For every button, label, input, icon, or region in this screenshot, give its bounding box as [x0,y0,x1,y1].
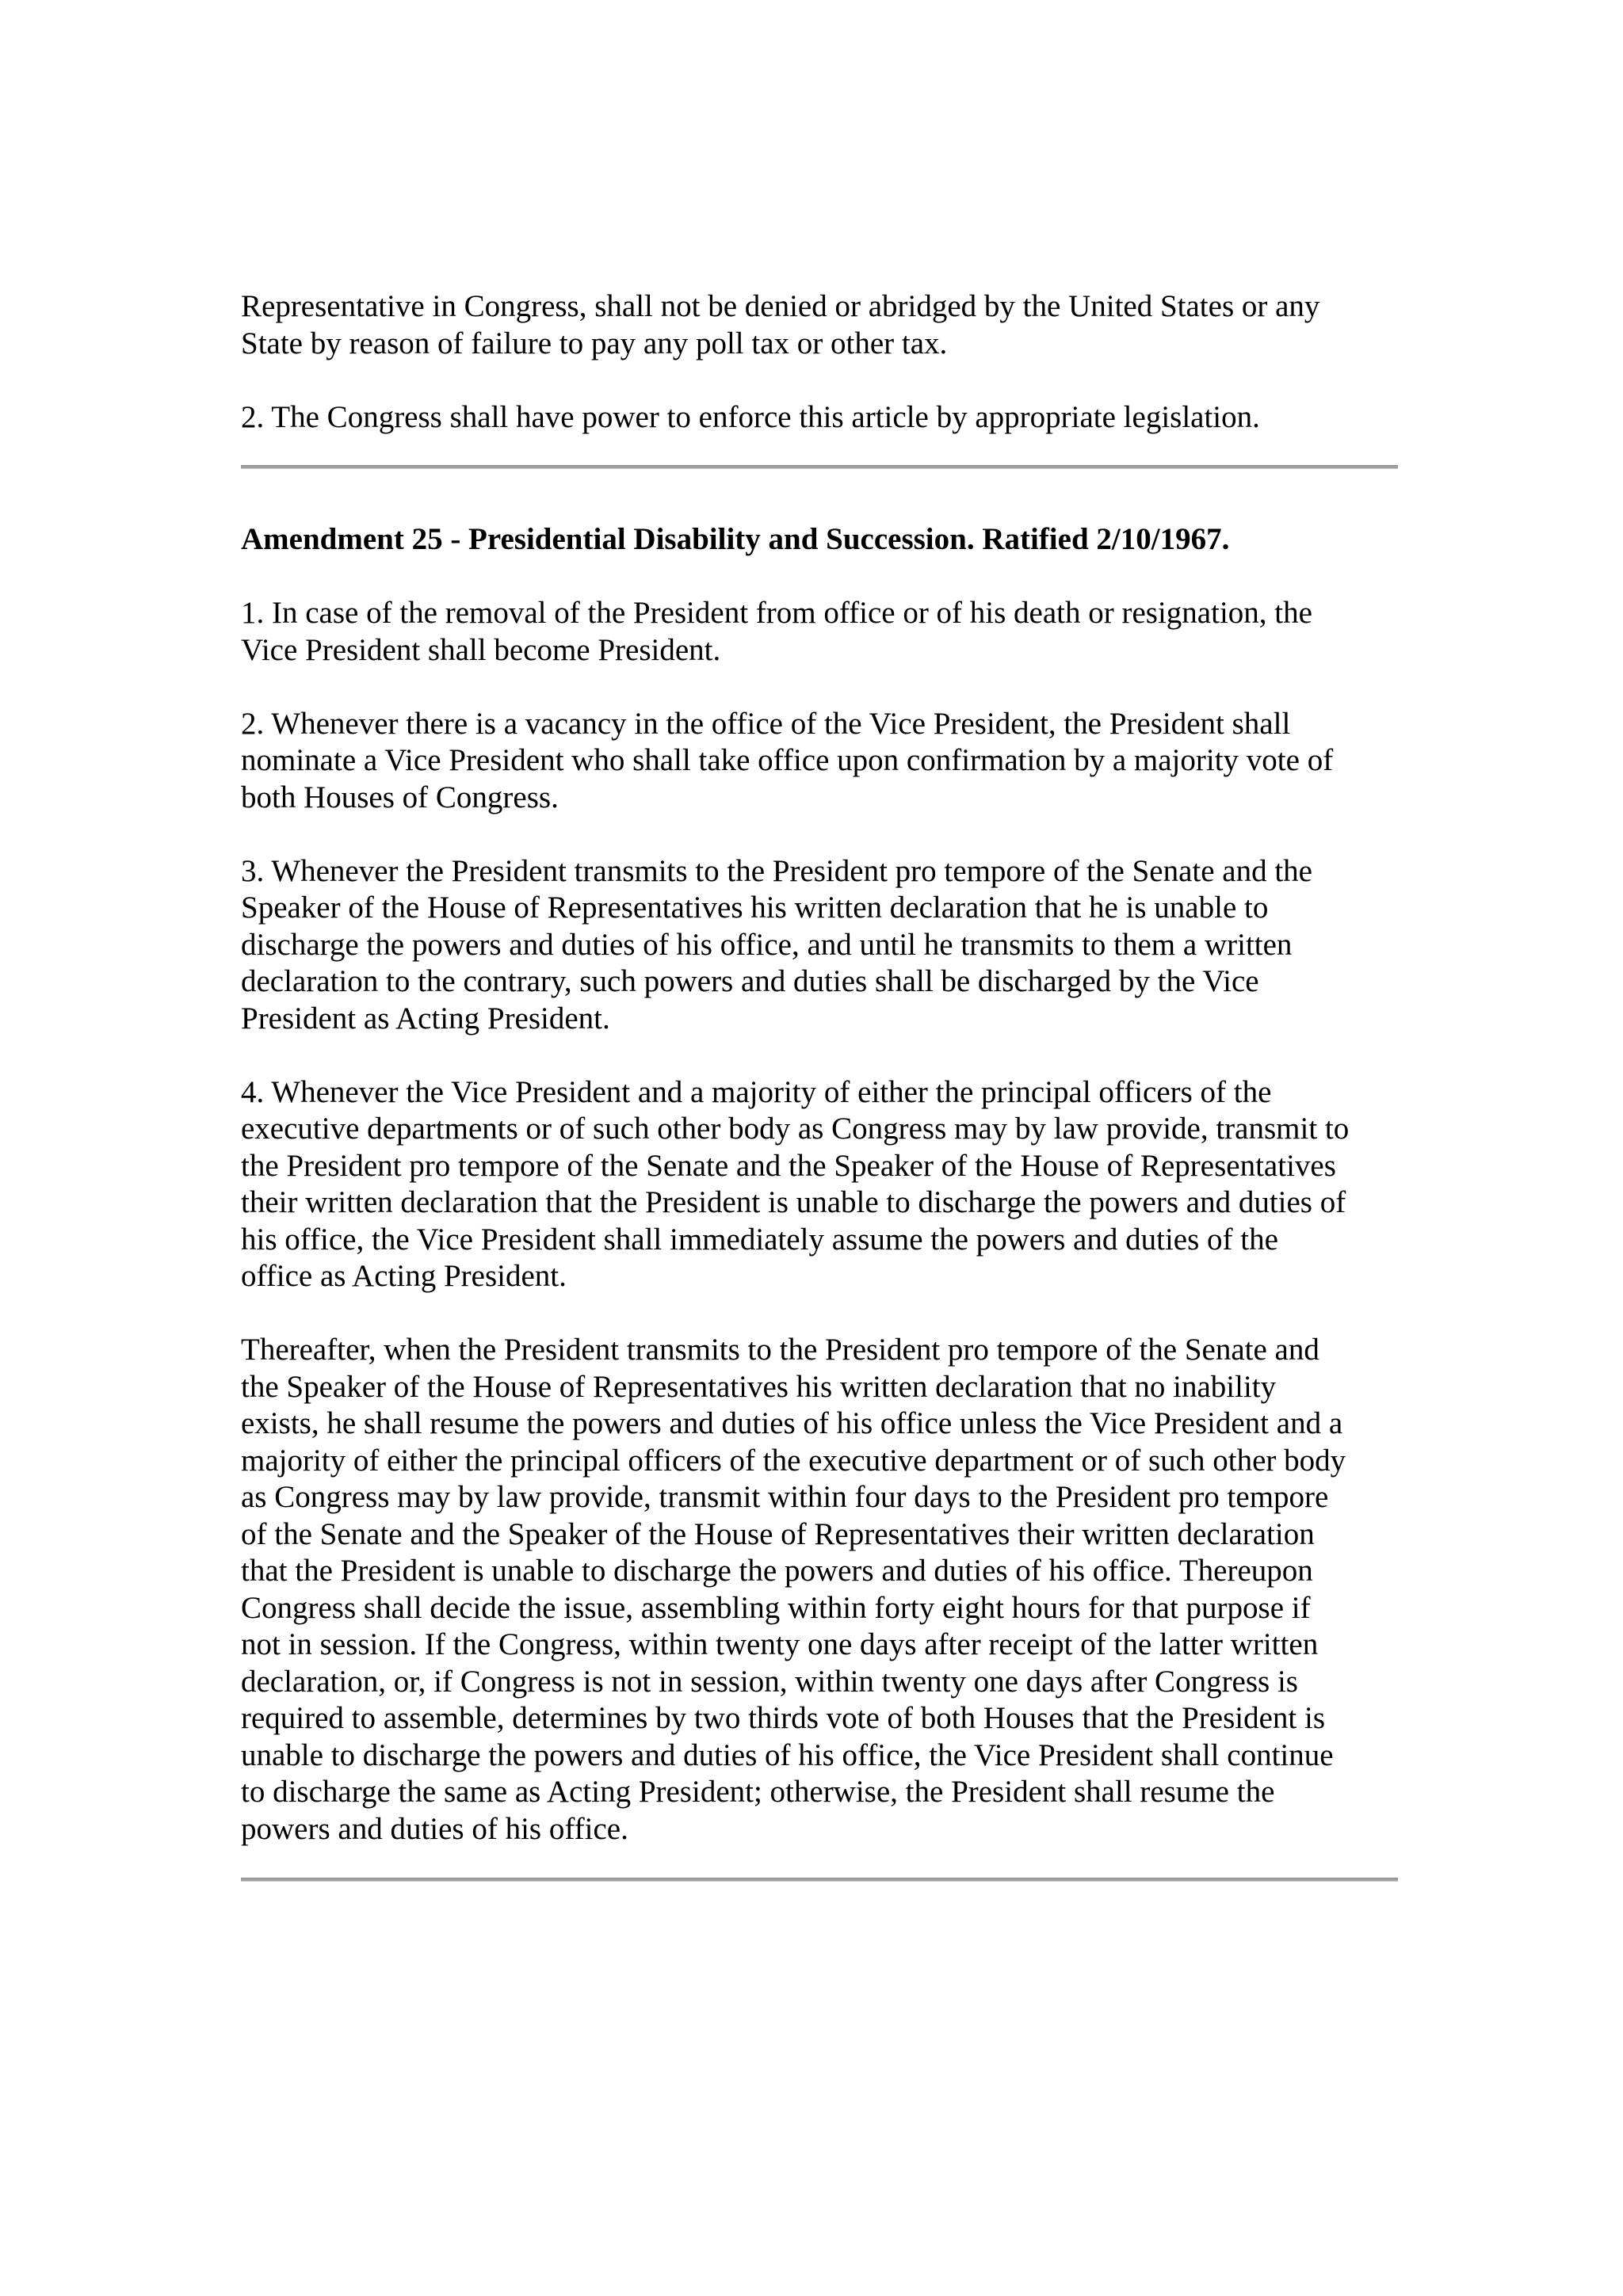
text-line: executive departments or of such other body as Congress may by law provide, transmit to [241,1112,1350,1146]
amendment-25-section-1 [241,595,1398,669]
amendment-25-heading [241,521,1398,559]
text-line: 4. Whenever the Vice President and a majority of either the principal officers of the [241,1074,1272,1109]
text-line: nominate a Vice President who shall take office upon confirmation by a majority vote of [241,743,1334,777]
text-line: Representative in Congress, shall not be denied or abridged by the United States or any [241,289,1320,323]
text-line: not in session. If the Congress, within twenty one days after receipt of the latter written [241,1627,1319,1661]
text-line: President as Acting President. [241,1001,610,1035]
text-line: required to assemble, determines by two thirds vote of both Houses that the President is [241,1701,1325,1735]
text-line: 1. In case of the removal of the President from office or of his death or resignation, the [241,596,1312,630]
text-line: declaration, or, if Congress is not in session, within twenty one days after Congress is [241,1664,1298,1699]
text-line: 3. Whenever the President transmits to the President pro tempore of the Senate and the [241,853,1312,888]
intro-paragraph [241,288,1398,362]
text-line: majority of either the principal officers of the executive department or of such other body [241,1443,1346,1478]
document-body [241,288,1398,1882]
text-line: powers and duties of his office. [241,1811,628,1846]
section-2-paragraph [241,399,1398,437]
text-line: of the Senate and the Speaker of the House of Representatives their written declaration [241,1516,1315,1551]
text-line: exists, he shall resume the powers and duties of his office unless the Vice President and a [241,1406,1343,1440]
text-line: State by reason of failure to pay any poll tax or other tax. [241,326,948,360]
horizontal-rule [241,465,1398,469]
amendment-25-section-3 [241,853,1398,1038]
text-line: Speaker of the House of Representatives his written declaration that he is unable to [241,891,1269,925]
horizontal-rule [241,1878,1398,1882]
text-line: 2. The Congress shall have power to enforce this article by appropriate legislation. [241,399,1260,434]
text-line: their written declaration that the President is unable to discharge the powers and duties of [241,1185,1346,1219]
text-line: to discharge the same as Acting President; otherwise, the President shall resume the [241,1775,1275,1809]
heading-text: Amendment 25 - Presidential Disability and Succession. Ratified 2/10/1967. [241,522,1230,556]
text-line: discharge the powers and duties of his office, and until he transmits to them a written [241,927,1293,962]
text-line: as Congress may by law provide, transmit within four days to the President pro tempore [241,1480,1329,1514]
text-line: office as Acting President. [241,1259,567,1293]
text-line: Congress shall decide the issue, assembling within forty eight hours for that purpose if [241,1590,1311,1625]
amendment-25-section-2 [241,706,1398,817]
amendment-25-thereafter-paragraph [241,1332,1398,1848]
text-line: the President pro tempore of the Senate and the Speaker of the House of Representatives [241,1148,1336,1183]
text-line: Vice President shall become President. [241,632,721,667]
text-line: unable to discharge the powers and duties of his office, the Vice President shall continue [241,1737,1334,1772]
amendment-25-section-4 [241,1074,1398,1295]
text-line: both Houses of Congress. [241,780,559,814]
text-line: Thereafter, when the President transmits to the President pro tempore of the Senate and [241,1333,1319,1367]
text-line: that the President is unable to discharge the powers and duties of his office. Thereupon [241,1554,1313,1588]
text-line: declaration to the contrary, such powers and duties shall be discharged by the Vice [241,964,1259,998]
text-line: his office, the Vice President shall immediately assume the powers and duties of the [241,1222,1278,1257]
text-line: 2. Whenever there is a vacancy in the office of the Vice President, the President shall [241,706,1291,741]
text-line: the Speaker of the House of Representatives his written declaration that no inability [241,1369,1277,1404]
